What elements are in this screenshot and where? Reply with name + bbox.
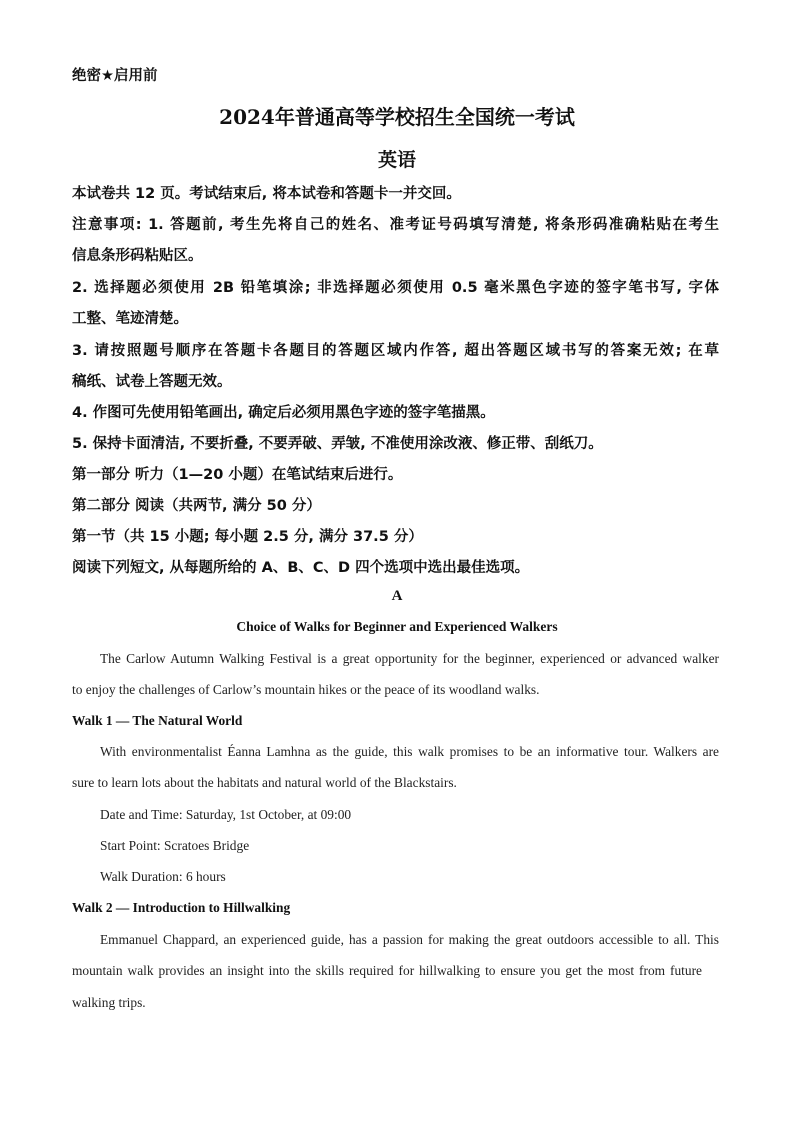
intro-paragraph-line: to enjoy the challenges of Carlow’s mountain hikes or the peace of its woodland walks.	[72, 682, 540, 697]
passage-letter: A	[391, 588, 403, 604]
instruction-line: 4. 作图可先使用铅笔画出, 确定后必须用黑色字迹的签字笔描黑。	[72, 405, 495, 421]
instruction-line: 工整、笔迹清楚。	[72, 311, 188, 327]
instruction-line: 稿纸、试卷上答题无效。	[72, 374, 232, 390]
instruction-line: 本试卷共 12 页。考试结束后, 将本试卷和答题卡一并交回。	[72, 186, 461, 202]
walk1-start-point: Start Point: Scratoes Bridge	[100, 838, 250, 853]
instruction-line: 信息条形码粘贴区。	[72, 248, 203, 264]
intro-paragraph-line: The Carlow Autumn Walking Festival is a great opportunity for the beginner, experienced or advanced walker	[100, 651, 719, 666]
reading-directions: 阅读下列短文, 从每题所给的 A、B、C、D 四个选项中选出最佳选项。	[72, 560, 530, 576]
instruction-line: 2. 选择题必须使用 2B 铅笔填涂; 非选择题必须使用 0.5 毫米黑色字迹的签字笔书写, 字体	[72, 280, 719, 296]
walk2-description-line: Emmanuel Chappard, an experienced guide, has a passion for making the great outdoors accessible to all. This	[100, 932, 719, 947]
walk2-heading: Walk 2 — Introduction to Hillwalking	[72, 900, 291, 915]
confidential-label: 绝密★启用前	[72, 68, 158, 84]
subject-title: 英语	[377, 149, 416, 171]
walk1-date-time: Date and Time: Saturday, 1st October, at 09:00	[100, 807, 352, 822]
walk2-description-line: mountain walk provides an insight into the skills required for hillwalking to ensure you get the most from future	[72, 963, 702, 978]
part1-heading: 第一部分 听力（1—20 小题）在笔试结束后进行。	[72, 467, 403, 483]
passage-title: Choice of Walks for Beginner and Experienced Walkers	[236, 619, 558, 634]
section1-heading: 第一节（共 15 小题; 每小题 2.5 分, 满分 37.5 分）	[72, 529, 423, 545]
walk1-description-line: sure to learn lots about the habitats and natural world of the Blackstairs.	[72, 775, 457, 790]
instruction-line: 5. 保持卡面清洁, 不要折叠, 不要弄破、弄皱, 不准使用涂改液、修正带、刮纸刀。	[72, 436, 603, 452]
instruction-line: 注意事项: 1. 答题前, 考生先将自己的姓名、准考证号码填写清楚, 将条形码准确粘贴在考生	[72, 217, 719, 233]
part2-heading: 第二部分 阅读（共两节, 满分 50 分）	[72, 498, 321, 514]
walk1-heading: Walk 1 — The Natural World	[72, 713, 243, 728]
walk1-duration: Walk Duration: 6 hours	[100, 869, 226, 884]
walk2-description-line: walking trips.	[72, 995, 146, 1010]
walk1-description-line: With environmentalist Éanna Lamhna as the guide, this walk promises to be an informative tour. Walkers are	[100, 744, 719, 759]
instruction-line: 3. 请按照题号顺序在答题卡各题目的答题区域内作答, 超出答题区域书写的答案无效; 在草	[72, 343, 719, 359]
exam-title: 2024年普通高等学校招生全国统一考试	[219, 105, 575, 129]
